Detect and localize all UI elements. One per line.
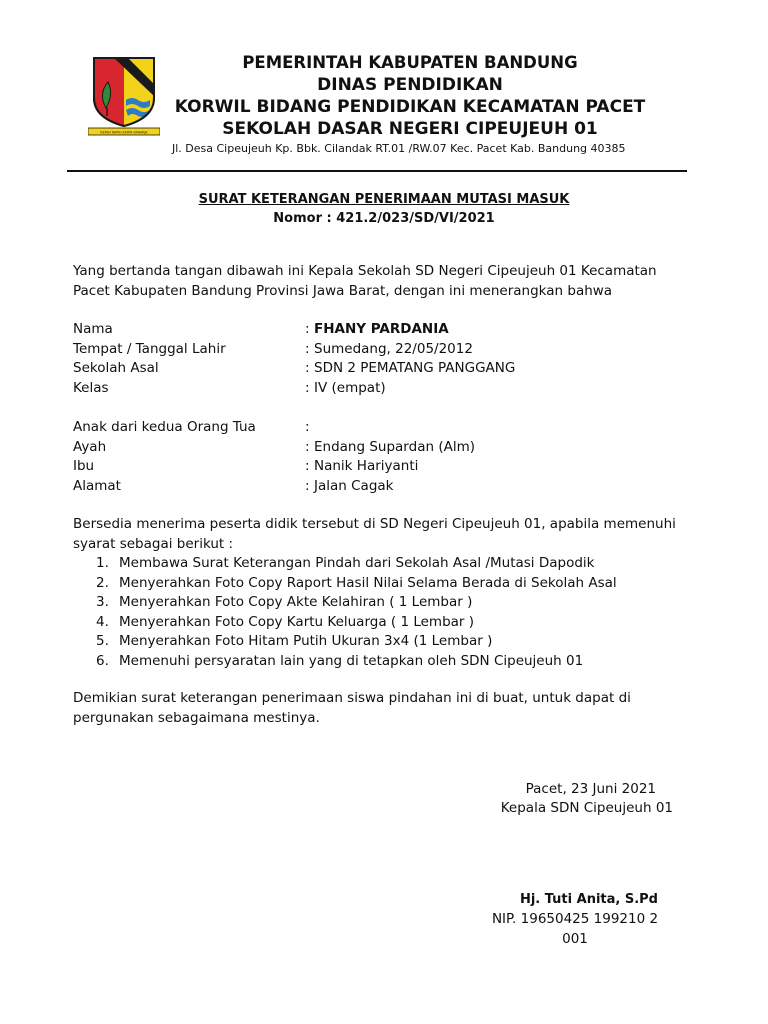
mother-label: Ibu (73, 458, 95, 475)
acceptance-paragraph: Bersedia menerima peserta didik tersebut di SD Negeri Cipeujeuh 01, apabila memenuhi syarat sebagai berikut : (73, 516, 676, 552)
separator: : (305, 321, 310, 337)
name-value: FHANY PARDANIA (314, 321, 449, 337)
separator: : (305, 418, 310, 435)
birth-value: Sumedang, 22/05/2012 (314, 340, 473, 357)
field-row-father (73, 438, 693, 458)
field-row-origin (73, 359, 693, 379)
letterhead-divider (67, 170, 687, 172)
list-text: Menyerahkan Foto Copy Raport Hasil Nilai Selama Berada di Sekolah Asal (119, 574, 617, 591)
signatory-nip: NIP. 19650425 199210 2 001 (491, 911, 659, 947)
name-label: Nama (73, 321, 113, 337)
list-text: Memenuhi persyaratan lain yang di tetapkan oleh SDN Cipeujeuh 01 (119, 652, 584, 669)
separator: : (305, 438, 310, 455)
field-row-address (73, 477, 693, 497)
list-text: Membawa Surat Keterangan Pindah dari Sekolah Asal /Mutasi Dapodik (119, 555, 595, 571)
field-row-mother (73, 457, 693, 477)
signatory-name: Hj. Tuti Anita, S.Pd (519, 892, 658, 907)
list-number: 3. (96, 594, 109, 611)
list-number: 6. (96, 652, 109, 669)
origin-value: SDN 2 PEMATANG PANGGANG (314, 360, 516, 377)
signature-place-date: Pacet, 23 Juni 2021 (525, 781, 656, 797)
father-label: Ayah (73, 438, 107, 455)
logo-motto: REPEH RAPIH KERTA RAHARJA (100, 130, 148, 135)
list-item (96, 613, 696, 633)
father-value: Endang Supardan (Alm) (314, 438, 475, 455)
list-number: 2. (96, 574, 109, 591)
mother-value: Nanik Hariyanti (314, 458, 419, 475)
government-name: PEMERINTAH KABUPATEN BANDUNG (242, 53, 578, 72)
school-name: SEKOLAH DASAR NEGERI CIPEUJEUH 01 (222, 119, 598, 139)
division-name: KORWIL BIDANG PENDIDIKAN KECAMATAN PACET (174, 97, 646, 117)
address-value: Jalan Cagak (314, 477, 394, 494)
list-text: Menyerahkan Foto Copy Kartu Keluarga ( 1 Lembar ) (119, 613, 475, 630)
signature-position: Kepala SDN Cipeujeuh 01 (500, 800, 673, 816)
class-value: IV (empat) (314, 379, 386, 396)
document-title: SURAT KETERANGAN PENERIMAAN MUTASI MASUK (198, 192, 570, 207)
list-text: Menyerahkan Foto Copy Akte Kelahiran ( 1 Lembar ) (119, 594, 473, 611)
student-details (73, 320, 693, 496)
separator: : (305, 340, 310, 357)
document-heading (0, 190, 768, 228)
document-number: Nomor : 421.2/023/SD/VI/2021 (273, 211, 495, 226)
list-number: 1. (96, 555, 109, 571)
field-row-parents (73, 418, 693, 438)
parents-label: Anak dari kedua Orang Tua (73, 418, 256, 435)
requirements-list (96, 554, 696, 672)
school-address: Jl. Desa Cipeujeuh Kp. Bbk. Cilandak RT.01 /RW.07 Kec. Pacet Kab. Bandung 40385 (172, 142, 626, 155)
list-item (96, 652, 696, 672)
list-number: 5. (96, 633, 109, 650)
list-item (96, 593, 696, 613)
intro-paragraph: Yang bertanda tangan dibawah ini Kepala Sekolah SD Negeri Cipeujeuh 01 Kecamatan Pacet Kabupaten Bandung Provinsi Jawa Barat, dengan ini menerangkan bahwa (73, 263, 657, 299)
letterhead-titles (150, 52, 670, 140)
separator: : (305, 477, 310, 494)
list-item (96, 574, 696, 594)
separator: : (305, 379, 310, 396)
field-row-birth (73, 340, 693, 360)
separator: : (305, 360, 310, 377)
separator: : (305, 458, 310, 475)
department-name: DINAS PENDIDIKAN (317, 75, 503, 95)
birth-label: Tempat / Tanggal Lahir (73, 340, 226, 357)
field-row-name (73, 320, 693, 340)
list-item (96, 554, 696, 574)
list-text: Menyerahkan Foto Hitam Putih Ukuran 3x4 (1 Lembar ) (119, 633, 493, 650)
class-label: Kelas (73, 379, 109, 396)
list-item (96, 632, 696, 652)
closing-paragraph: Demikian surat keterangan penerimaan siswa pindahan ini di buat, untuk dapat di pergunakan sebagaimana mestinya. (73, 690, 631, 726)
spacer (73, 398, 693, 418)
origin-label: Sekolah Asal (73, 360, 159, 377)
list-number: 4. (96, 613, 109, 630)
address-label: Alamat (73, 477, 121, 494)
field-row-class (73, 379, 693, 399)
